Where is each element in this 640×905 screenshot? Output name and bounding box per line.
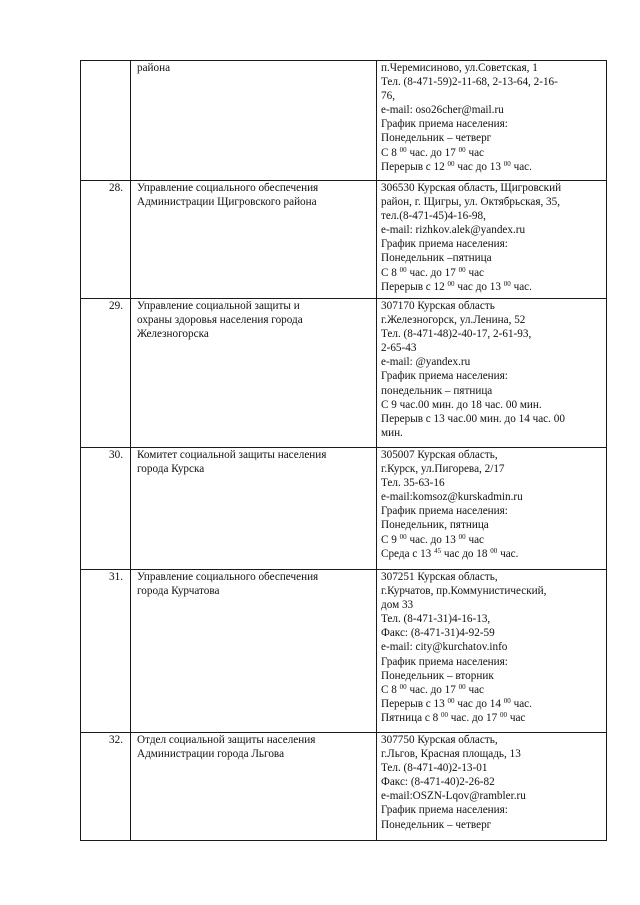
contact-info-text: Тел. (8-471-59)2-11-68, 2-13-64, 2-16-	[381, 76, 558, 89]
contact-info-text: час	[507, 711, 526, 724]
row-number	[81, 61, 131, 181]
table-row	[81, 299, 607, 448]
contact-info-text: Тел. (8-471-40)2-13-01	[381, 762, 488, 775]
contact-info-text: e-mail: rizhkov.alek@yandex.ru	[381, 224, 526, 237]
table-body	[81, 61, 607, 841]
contact-info-text: понедельник – пятница	[381, 384, 493, 397]
time-minutes-superscript: 00	[490, 546, 498, 555]
institution-name-line: района	[137, 62, 171, 74]
contact-info-line	[381, 384, 604, 398]
time-minutes-superscript: 00	[447, 159, 455, 168]
contact-info-line	[381, 547, 604, 561]
table-row	[81, 733, 607, 841]
contact-info-text: час.	[510, 160, 532, 173]
contact-info-line	[381, 237, 604, 251]
contact-info-line	[381, 327, 604, 341]
contact-info-text: 307750 Курская область,	[381, 734, 498, 746]
contact-info-line	[381, 426, 604, 440]
institution-name-line: охраны здоровья населения города	[137, 314, 303, 327]
contact-info-text: Понедельник – четверг	[381, 132, 492, 145]
contact-info-line	[381, 103, 604, 117]
contact-info-line	[381, 761, 604, 775]
contact-info-line	[381, 61, 604, 75]
contact-info-cell	[377, 181, 607, 299]
contact-info-line	[381, 195, 604, 209]
contact-info-text: час	[465, 533, 485, 546]
institution-name-line: Отдел социальной защиты населения	[137, 734, 316, 746]
contact-info-text: С 8	[381, 683, 400, 696]
contact-info-line	[381, 131, 604, 145]
contact-info-text: час до 13	[454, 280, 504, 293]
contact-info-text: час до 14	[454, 697, 504, 710]
time-minutes-superscript: 00	[447, 696, 455, 705]
contact-info-text: Факс: (8-471-40)2-26-82	[381, 776, 495, 789]
contact-info-cell	[377, 299, 607, 448]
contact-info-text: 305007 Курская область,	[381, 449, 498, 461]
row-number: 30.	[81, 448, 131, 570]
contact-info-line	[381, 747, 604, 761]
contact-info-text: График приема населения:	[381, 238, 508, 251]
institution-name-line: Управление социального обеспечения	[137, 571, 319, 583]
contact-info-line	[381, 75, 604, 89]
institution-name-line: города Курска	[137, 463, 205, 476]
time-minutes-superscript: 45	[434, 546, 442, 555]
contact-info-line	[381, 570, 604, 584]
contact-info-line	[381, 655, 604, 669]
contact-info-text: e-mail:komsoz@kurskadmin.ru	[381, 491, 523, 504]
contact-info-text: дом 33	[381, 599, 414, 612]
contact-info-line	[381, 711, 604, 725]
table-row	[81, 181, 607, 299]
contact-info-text: e-mail: oso26cher@mail.ru	[381, 104, 504, 117]
institution-name-line: Управление социального обеспечения	[137, 182, 319, 194]
contact-info-text: Тел. (8-471-48)2-40-17, 2-61-93,	[381, 328, 532, 341]
institutions-table	[80, 60, 607, 841]
institution-name-line: Железногорска	[137, 328, 209, 341]
time-minutes-superscript: 00	[503, 159, 511, 168]
contact-info-text: Перерыв с 13	[381, 697, 448, 710]
institution-name-cell	[131, 61, 377, 181]
contact-info-text: час.	[497, 547, 519, 560]
contact-info-line	[381, 598, 604, 612]
contact-info-text: час.	[510, 280, 532, 293]
contact-info-text: 76,	[381, 90, 395, 103]
contact-info-line	[381, 775, 604, 789]
time-minutes-superscript: 00	[458, 532, 466, 541]
time-minutes-superscript: 00	[399, 682, 407, 691]
time-minutes-superscript: 00	[447, 279, 455, 288]
contact-info-cell	[377, 61, 607, 181]
contact-info-line	[381, 789, 604, 803]
contact-info-text: Перерыв с 12	[381, 280, 448, 293]
time-minutes-superscript: 00	[458, 682, 466, 691]
contact-info-text: тел.(8-471-45)4-16-98,	[381, 210, 486, 223]
time-minutes-superscript: 00	[500, 710, 508, 719]
contact-info-line	[381, 160, 604, 174]
institution-name-line: Управление социальной защиты и	[137, 300, 300, 312]
contact-info-text: e-mail: @yandex.ru	[381, 356, 471, 369]
contact-info-line	[381, 412, 604, 426]
time-minutes-superscript: 00	[441, 710, 448, 719]
contact-info-text: График приема населения:	[381, 370, 508, 383]
time-minutes-superscript: 00	[503, 696, 511, 705]
contact-info-text: час. до 17	[448, 711, 501, 724]
contact-info-text: С 9	[381, 533, 400, 546]
contact-info-line	[381, 369, 604, 383]
contact-info-text: С 9 час.00 мин. до 18 час. 00 мин.	[381, 398, 542, 411]
contact-info-text: Перерыв с 12	[381, 160, 448, 173]
contact-info-line	[381, 476, 604, 490]
row-number: 32.	[81, 733, 131, 841]
contact-info-line	[381, 209, 604, 223]
contact-info-line	[381, 280, 604, 294]
contact-info-text: e-mail:OSZN-Lqov@rambler.ru	[381, 790, 526, 803]
table-row	[81, 448, 607, 570]
contact-info-text: г.Железногорск, ул.Ленина, 52	[381, 314, 526, 327]
contact-info-line	[381, 146, 604, 160]
contact-info-text: График приема населения:	[381, 655, 508, 668]
time-minutes-superscript: 00	[399, 265, 407, 274]
institution-name-cell	[131, 299, 377, 448]
contact-info-line	[381, 818, 604, 832]
contact-info-line	[381, 266, 604, 280]
contact-info-text: e-mail: city@kurchatov.info	[381, 641, 508, 654]
contact-info-line	[381, 612, 604, 626]
time-minutes-superscript: 00	[399, 145, 407, 154]
contact-info-text: час.	[510, 697, 532, 710]
contact-info-line	[381, 626, 604, 640]
table-row	[81, 61, 607, 181]
contact-info-text: час. до 17	[406, 146, 459, 159]
contact-info-line	[381, 448, 604, 462]
contact-info-text: Понедельник –пятница	[381, 252, 492, 265]
institution-name-cell	[131, 448, 377, 570]
contact-info-text: Понедельник – вторник	[381, 669, 494, 682]
time-minutes-superscript: 00	[458, 145, 466, 154]
contact-info-cell	[377, 570, 607, 733]
contact-info-line	[381, 640, 604, 654]
contact-info-text: С 8	[381, 266, 400, 279]
institution-name-line: Комитет социальной защиты населения	[137, 449, 327, 461]
contact-info-text: п.Черемисиново, ул.Советская, 1	[381, 62, 538, 74]
contact-info-line	[381, 803, 604, 817]
time-minutes-superscript: 00	[503, 279, 511, 288]
contact-info-line	[381, 683, 604, 697]
contact-info-line	[381, 669, 604, 683]
contact-info-line	[381, 223, 604, 237]
contact-info-line	[381, 697, 604, 711]
contact-info-text: час. до 17	[406, 266, 459, 279]
institution-name-cell	[131, 570, 377, 733]
contact-info-text: г.Курчатов, пр.Коммунистический,	[381, 585, 547, 598]
contact-info-text: г.Льгов, Красная площадь, 13	[381, 748, 521, 761]
institution-name-line: города Курчатова	[137, 585, 220, 598]
contact-info-text: С 8	[381, 146, 400, 159]
contact-info-line	[381, 181, 604, 195]
contact-info-line	[381, 398, 604, 412]
institution-name-line: Администрации Щигровского района	[137, 196, 317, 209]
contact-info-text: час до 13	[454, 160, 504, 173]
contact-info-text: Перерыв с 13 час.00 мин. до 14 час. 00	[381, 412, 565, 425]
contact-info-line	[381, 251, 604, 265]
row-number: 28.	[81, 181, 131, 299]
contact-info-line	[381, 490, 604, 504]
contact-info-text: 307251 Курская область,	[381, 571, 498, 583]
institution-name-cell	[131, 733, 377, 841]
institution-name-cell	[131, 181, 377, 299]
row-number: 29.	[81, 299, 131, 448]
contact-info-line	[381, 504, 604, 518]
contact-info-text: час	[465, 266, 485, 279]
contact-info-text: Среда с 13	[381, 547, 435, 560]
contact-info-text: График приема населения:	[381, 118, 508, 131]
contact-info-line	[381, 733, 604, 747]
contact-info-text: Пятница с 8	[381, 711, 441, 724]
contact-info-text: График приема населения:	[381, 804, 508, 817]
contact-info-text: Понедельник, пятница	[381, 519, 489, 532]
contact-info-line	[381, 89, 604, 103]
contact-info-text: 307170 Курская область	[381, 300, 495, 312]
contact-info-line	[381, 117, 604, 131]
contact-info-line	[381, 341, 604, 355]
contact-info-line	[381, 355, 604, 369]
contact-info-text: Факс: (8-471-31)4-92-59	[381, 627, 495, 640]
contact-info-line	[381, 313, 604, 327]
contact-info-text: 2-65-43	[381, 342, 417, 355]
contact-info-line	[381, 584, 604, 598]
contact-info-text: час	[465, 146, 485, 159]
contact-info-text: График приема населения:	[381, 505, 508, 518]
contact-info-text: г.Курск, ул.Пигорева, 2/17	[381, 463, 505, 476]
contact-info-text: мин.	[381, 426, 403, 439]
contact-info-text: Тел. (8-471-31)4-16-13,	[381, 613, 491, 626]
row-number: 31.	[81, 570, 131, 733]
contact-info-line	[381, 533, 604, 547]
time-minutes-superscript: 00	[458, 265, 466, 274]
contact-info-text: Понедельник – четверг	[381, 818, 492, 831]
institution-name-line: Администрации города Льгова	[137, 748, 285, 761]
contact-info-text: час	[465, 683, 485, 696]
contact-info-line	[381, 299, 604, 313]
contact-info-cell	[377, 448, 607, 570]
time-minutes-superscript: 00	[399, 532, 407, 541]
contact-info-text: район, г. Щигры, ул. Октябрьская, 35,	[381, 196, 561, 209]
contact-info-text: час. до 13	[406, 533, 459, 546]
contact-info-text: 306530 Курская область, Щигровский	[381, 182, 562, 194]
contact-info-text: час до 18	[441, 547, 491, 560]
table-row	[81, 570, 607, 733]
contact-info-line	[381, 518, 604, 532]
contact-info-text: Тел. 35-63-16	[381, 477, 445, 490]
contact-info-line	[381, 462, 604, 476]
contact-info-cell	[377, 733, 607, 841]
contact-info-text: час. до 17	[406, 683, 459, 696]
